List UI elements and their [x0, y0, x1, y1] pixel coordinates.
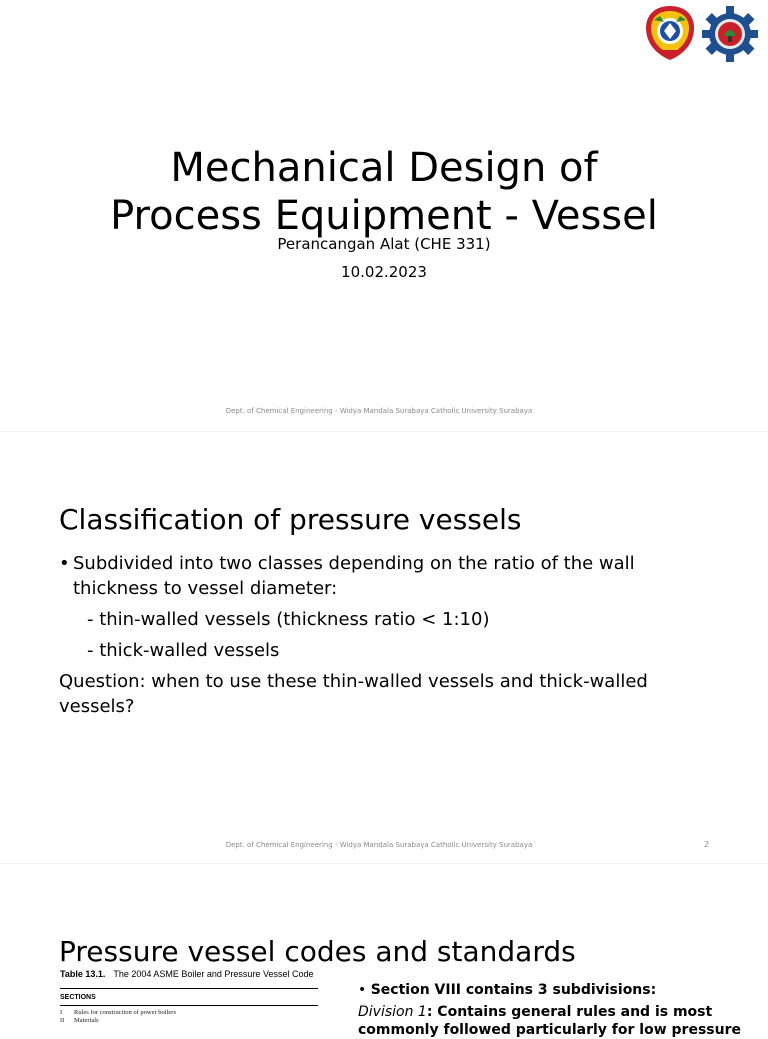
university-emblem-icon: [644, 4, 696, 62]
table-rule-header: [60, 1005, 318, 1006]
slide-body: [59, 551, 709, 719]
slide-codes-standards: [0, 864, 768, 1038]
slide-heading: Pressure vessel codes and standards: [59, 935, 576, 969]
logo-group: [640, 4, 766, 62]
table-caption-label: Table 13.1.: [60, 969, 106, 979]
bullet-text: Subdivided into two classes depending on the ratio of the wall thickness to vessel diameter:: [73, 553, 635, 599]
section-viii-notes: [358, 981, 758, 1039]
table-row: [60, 1009, 176, 1016]
bullet-marker: •: [358, 982, 367, 998]
slide-footer: Dept. of Chemical Engineering - Widya Mandala Surabaya Catholic University Surabaya: [225, 841, 533, 849]
table-rule-top: [60, 988, 318, 989]
slide-footer: Dept. of Chemical Engineering - Widya Mandala Surabaya Catholic University Surabaya: [225, 407, 533, 415]
question-text: Question: when to use these thin-walled vessels and thick-walled vessels?: [59, 671, 648, 717]
division-1-description: [358, 1003, 758, 1039]
presentation-title: [0, 144, 768, 240]
division-text: : Contains general rules and is most commonly followed particularly for low pressure: [358, 1004, 741, 1038]
title-line-1: Mechanical Design of: [170, 144, 598, 191]
table-row-text: Rules for construction of power boilers: [74, 1009, 176, 1016]
table-row-number: II: [60, 1017, 65, 1024]
page-number: 2: [704, 840, 710, 849]
sub-item-thick-walled: - thick-walled vessels: [87, 640, 280, 661]
table-caption-text: The 2004 ASME Boiler and Pressure Vessel Code: [113, 969, 314, 979]
table-caption: [60, 969, 313, 979]
slide-heading: Classification of pressure vessels: [59, 503, 522, 537]
bullet-marker: •: [59, 553, 70, 574]
division-label: Division 1: [358, 1004, 427, 1020]
table-row: [60, 1017, 99, 1024]
bullet-item: [59, 551, 709, 601]
table-row-number: I: [60, 1009, 63, 1016]
table-row-text: Materials: [74, 1017, 99, 1024]
slide-title: [0, 0, 768, 432]
course-name: Perancangan Alat (CHE 331): [277, 235, 491, 253]
sub-item-thin-walled: - thin-walled vessels (thickness ratio < 1:10): [87, 609, 490, 630]
bullet-text: Section VIII contains 3 subdivisions:: [370, 982, 657, 998]
slide-classification: [0, 432, 768, 864]
gear-emblem-icon: [702, 6, 758, 62]
title-line-2: Process Equipment - Vessel: [110, 192, 658, 239]
presentation-date: 10.02.2023: [341, 263, 427, 281]
bullet-item: [358, 981, 758, 999]
presentation-subtitle: [0, 230, 768, 286]
table-header: SECTIONS: [60, 994, 96, 1001]
